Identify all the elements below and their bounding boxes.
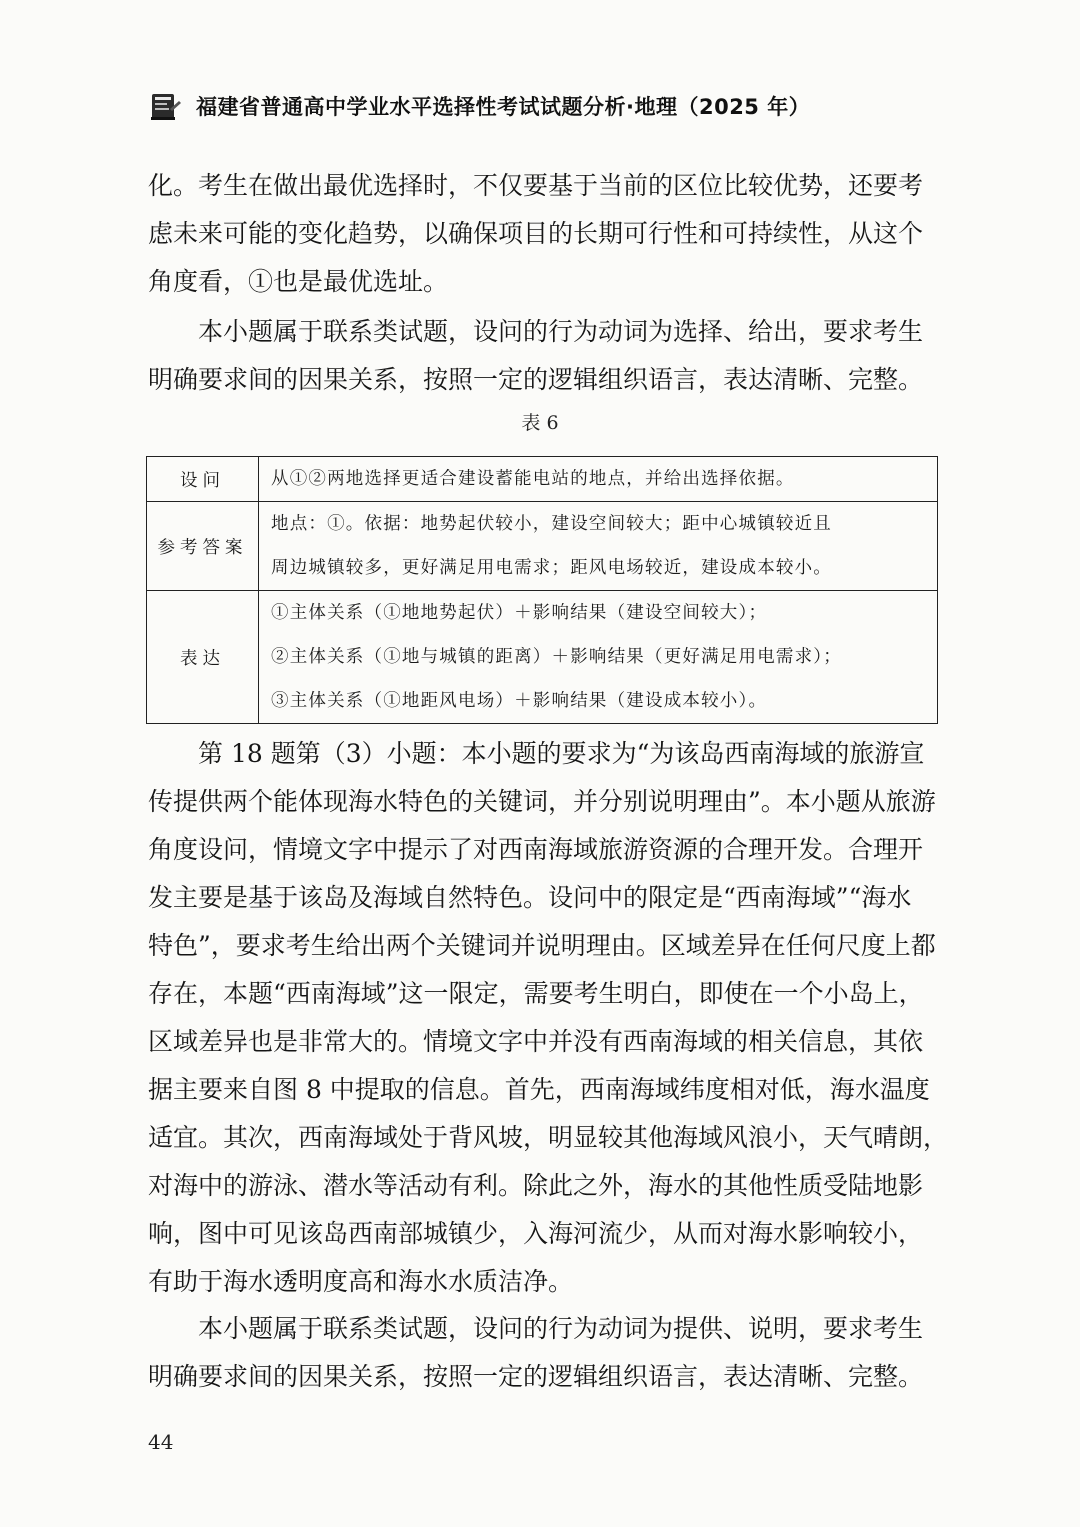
table-line: 从①②两地选择更适合建设蓄能电站的地点，并给出选择依据。 [271,469,795,489]
table-row-expression [147,591,938,724]
table-body-cell [259,457,938,502]
table-row-question [147,457,938,502]
text-line: 适宜。其次，西南海域处于背风坡，明显较其他海域风浪小，天气晴朗， [148,1123,949,1152]
paragraph-2 [148,308,938,404]
header-title: 福建省普通高中学业水平选择性考试试题分析·地理（2025 年） [196,95,811,119]
text-line: 发主要是基于该岛及海域自然特色。设问中的限定是“西南海域”“海水 [148,883,912,912]
text-line: 响，图中可见该岛西南部城镇少，入海河流少，从而对海水影响较小， [148,1219,924,1248]
book-icon [148,89,182,123]
text-line: 据主要来自图 8 中提取的信息。首先，西南海域纬度相对低，海水温度 [148,1075,930,1104]
table-row-answer [147,502,938,591]
table-head-cell: 设问 [147,457,259,502]
table-line: ②主体关系（①地与城镇的距离）＋影响结果（更好满足用电需求）； [271,647,842,667]
text-line: 角度设问，情境文字中提示了对西南海域旅游资源的合理开发。合理开 [148,835,924,864]
text-line: 存在，本题“西南海域”这一限定，需要考生明白，即使在一个小岛上， [148,979,924,1008]
table-body-cell [259,502,938,591]
text-line: 明确要求间的因果关系，按照一定的逻辑组织语言，表达清晰、完整。 [148,365,924,394]
text-line: 明确要求间的因果关系，按照一定的逻辑组织语言，表达清晰、完整。 [148,1362,924,1391]
text-line: 化。考生在做出最优选择时，不仅要基于当前的区位比较优势，还要考 [148,171,924,200]
table-line: ③主体关系（①地距风电场）＋影响结果（建设成本较小）。 [271,691,768,711]
text-line: 特色”，要求考生给出两个关键词并说明理由。区域差异在任何尺度上都 [148,931,936,960]
table-caption: 表 6 [521,412,559,434]
paragraph-1 [148,162,938,306]
table-head-cell: 表达 [147,591,259,724]
table-line: 地点：①。依据：地势起伏较小，建设空间较大；距中心城镇较近且 [271,514,832,534]
table-body-cell [259,591,938,724]
paragraph-4 [148,1305,938,1401]
text-line: 传提供两个能体现海水特色的关键词，并分别说明理由”。本小题从旅游 [148,787,936,816]
page-number: 44 [148,1430,174,1454]
text-line: 角度看，①也是最优选址。 [148,267,449,296]
text-line: 第 18 题第（3）小题：本小题的要求为“为该岛西南海域的旅游宣 [198,739,925,768]
text-line: 本小题属于联系类试题，设问的行为动词为选择、给出，要求考生 [198,317,924,346]
text-line: 有助于海水透明度高和海水水质洁净。 [148,1267,574,1296]
text-line: 本小题属于联系类试题，设问的行为动词为提供、说明，要求考生 [198,1314,924,1343]
running-header [148,86,948,126]
text-line: 虑未来可能的变化趋势，以确保项目的长期可行性和可持续性，从这个 [148,219,924,248]
text-line: 区域差异也是非常大的。情境文字中并没有西南海域的相关信息，其依 [148,1027,924,1056]
text-line: 对海中的游泳、潜水等活动有利。除此之外，海水的其他性质受陆地影 [148,1171,924,1200]
table-line: 周边城镇较多，更好满足用电需求；距风电场较近，建设成本较小。 [271,558,832,578]
paragraph-3 [148,730,949,1306]
table-head-cell: 参考答案 [147,502,259,591]
table-6 [146,456,938,724]
table-line: ①主体关系（①地地势起伏）＋影响结果（建设空间较大）； [271,603,768,623]
